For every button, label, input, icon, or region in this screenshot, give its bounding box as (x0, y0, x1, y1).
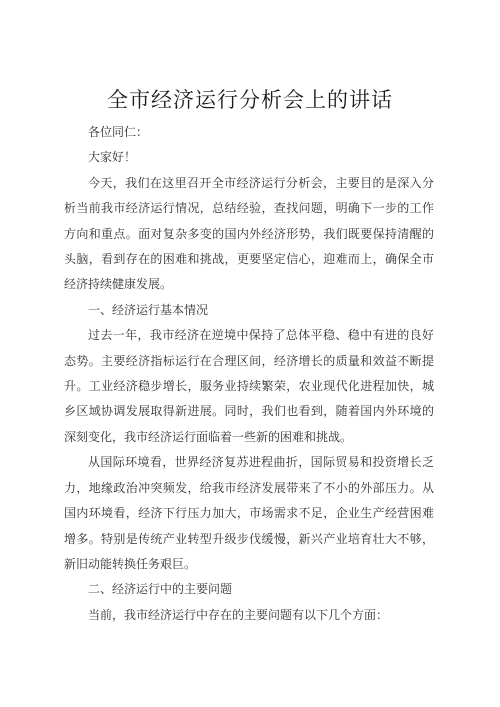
greeting: 大家好！ (88, 150, 137, 165)
document-title: 全市经济运行分析会上的讲话 (107, 88, 393, 112)
document-body (64, 120, 434, 628)
section-heading-2: 二、经济运行中的主要问题 (88, 582, 233, 597)
body-paragraph: 过去一年，我市经济在逆境中保持了总体平稳、稳中有进的良好态势。主要经济指标运行在合理区间，经济增长的质量和效益不断提升。工业经济稳步增长，服务业持续繁荣，农业现代化进程加快，城乡区域协调发展取得新进展。同时，我们也看到，随着国内外环境的深刻变化，我市经济运行面临着一些新的困难和挑战。 (64, 328, 434, 444)
body-paragraph: 从国际环境看，世界经济复苏进程曲折，国际贸易和投资增长乏力，地缘政治冲突频发，给我市经济发展带来了不小的外部压力。从国内环境看，经济下行压力加大，市场需求不足，企业生产经营困难增多。特别是传统产业转型升级步伐缓慢，新兴产业培育壮大不够，新旧动能转换任务艰巨。 (64, 455, 434, 571)
salutation: 各位同仁： (88, 125, 149, 139)
body-paragraph: 当前，我市经济运行中存在的主要问题有以下几个方面： (88, 607, 389, 622)
intro-paragraph: 今天，我们在这里召开全市经济运行分析会，主要目的是深入分析当前我市经济运行情况，总结经验，查找问题，明确下一步的工作方向和重点。面对复杂多变的国内外经济形势，我们既要保持清醒的头脑，看到存在的困难和挑战，更要坚定信心，迎难而上，确保全市经济持续健康发展。 (64, 175, 434, 292)
section-heading-1: 一、经济运行基本情况 (88, 302, 209, 317)
